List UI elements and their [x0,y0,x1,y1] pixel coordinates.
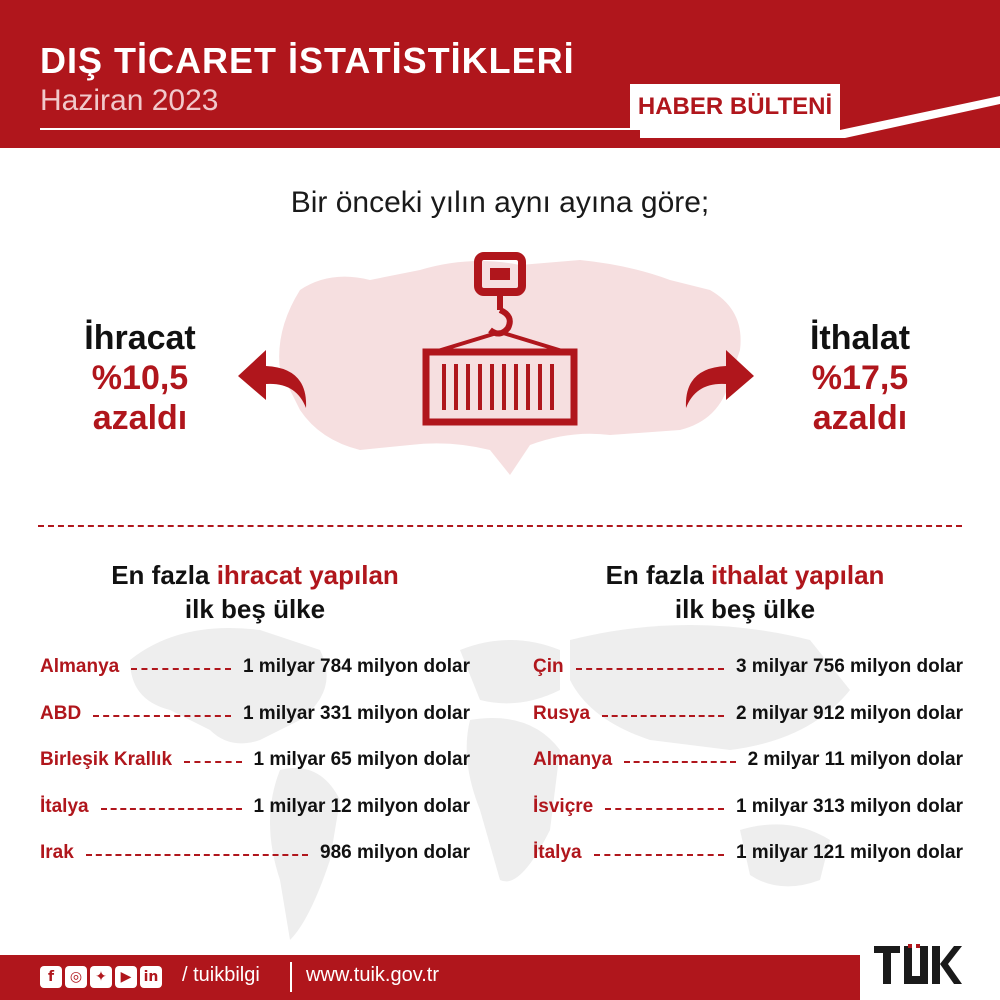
trade-amount: 2 milyar 11 milyon dolar [747,749,963,770]
export-value: %10,5 [91,359,189,397]
export-title-prefix: En fazla [111,560,217,590]
trade-amount: 1 milyar 65 milyon dolar [253,749,470,770]
leader-dots [101,808,242,810]
country-name: Rusya [533,702,591,724]
list-item [40,656,470,703]
linkedin-icon[interactable]: in [140,966,162,988]
export-list-title [40,558,470,626]
trade-amount: 3 milyar 756 milyon dolar [735,656,963,677]
website-link[interactable]: www.tuik.gov.tr [306,964,439,986]
trade-amount: 1 milyar 784 milyon dolar [242,656,470,677]
instagram-icon[interactable]: ◎ [65,966,87,988]
import-change: azaldı [812,399,908,437]
social-links [40,966,162,988]
intro-text: Bir önceki yılın aynı ayına göre; [290,186,710,219]
list-item [40,842,470,889]
export-title-highlight: ihracat yapılan [216,560,399,590]
leader-dots [602,715,724,717]
trade-amount: 986 milyon dolar [320,842,470,863]
country-name: ABD [40,702,82,724]
trade-amount: 2 milyar 912 milyon dolar [735,702,963,724]
import-title-line2: ilk beş ülke [674,594,816,624]
country-name: Irak [40,842,74,863]
import-list-title [530,558,960,626]
trade-amount: 1 milyar 12 milyon dolar [253,795,470,817]
trade-amount: 1 milyar 121 milyon dolar [735,842,963,863]
trade-amount: 1 milyar 331 milyon dolar [242,702,470,724]
page-subtitle: Haziran 2023 [40,84,219,117]
trade-amount: 1 milyar 313 milyon dolar [735,795,963,817]
list-item [533,656,963,703]
export-title-line2: ilk beş ülke [184,594,326,624]
leader-dots [184,761,241,763]
tuik-logo [872,944,962,986]
import-countries-list [533,656,963,889]
leader-dots [131,668,231,670]
country-name: İsviçre [533,795,594,817]
import-value: %17,5 [811,359,909,397]
list-item [533,749,963,796]
export-countries-list [40,656,470,889]
footer-separator [290,962,292,992]
list-item [40,703,470,750]
facebook-icon[interactable]: f [40,966,62,988]
header-divider [40,128,640,130]
export-label: İhracat [84,319,196,357]
list-item [40,796,470,843]
export-arrow-icon [236,340,312,410]
country-name: Çin [533,656,564,677]
leader-dots [86,854,308,856]
country-name: Almanya [533,749,613,770]
country-name: İtalya [533,842,582,863]
news-bulletin-badge: HABER BÜLTENİ [630,84,840,130]
header-banner [0,0,1000,148]
leader-dots [576,668,724,670]
list-item [40,749,470,796]
country-name: Birleşik Krallık [40,749,173,770]
leader-dots [594,854,724,856]
import-title-highlight: ithalat yapılan [711,560,885,590]
list-item [533,842,963,889]
cargo-container-icon [418,250,582,430]
list-item [533,703,963,750]
page-title: DIŞ TİCARET İSTATİSTİKLERİ [40,40,575,81]
section-divider [38,525,962,527]
country-name: Almanya [40,656,120,677]
twitter-icon[interactable]: ✦ [90,966,112,988]
export-change: azaldı [92,399,188,437]
country-name: İtalya [40,795,89,817]
leader-dots [93,715,231,717]
social-handle: / tuikbilgi [182,964,260,986]
import-label: İthalat [809,319,911,357]
import-title-prefix: En fazla [605,560,712,590]
leader-dots [605,808,724,810]
export-stat [60,318,220,438]
import-stat [780,318,940,438]
leader-dots [624,761,735,763]
list-item [533,796,963,843]
youtube-icon[interactable]: ▶ [115,966,137,988]
import-arrow-icon [680,340,756,410]
